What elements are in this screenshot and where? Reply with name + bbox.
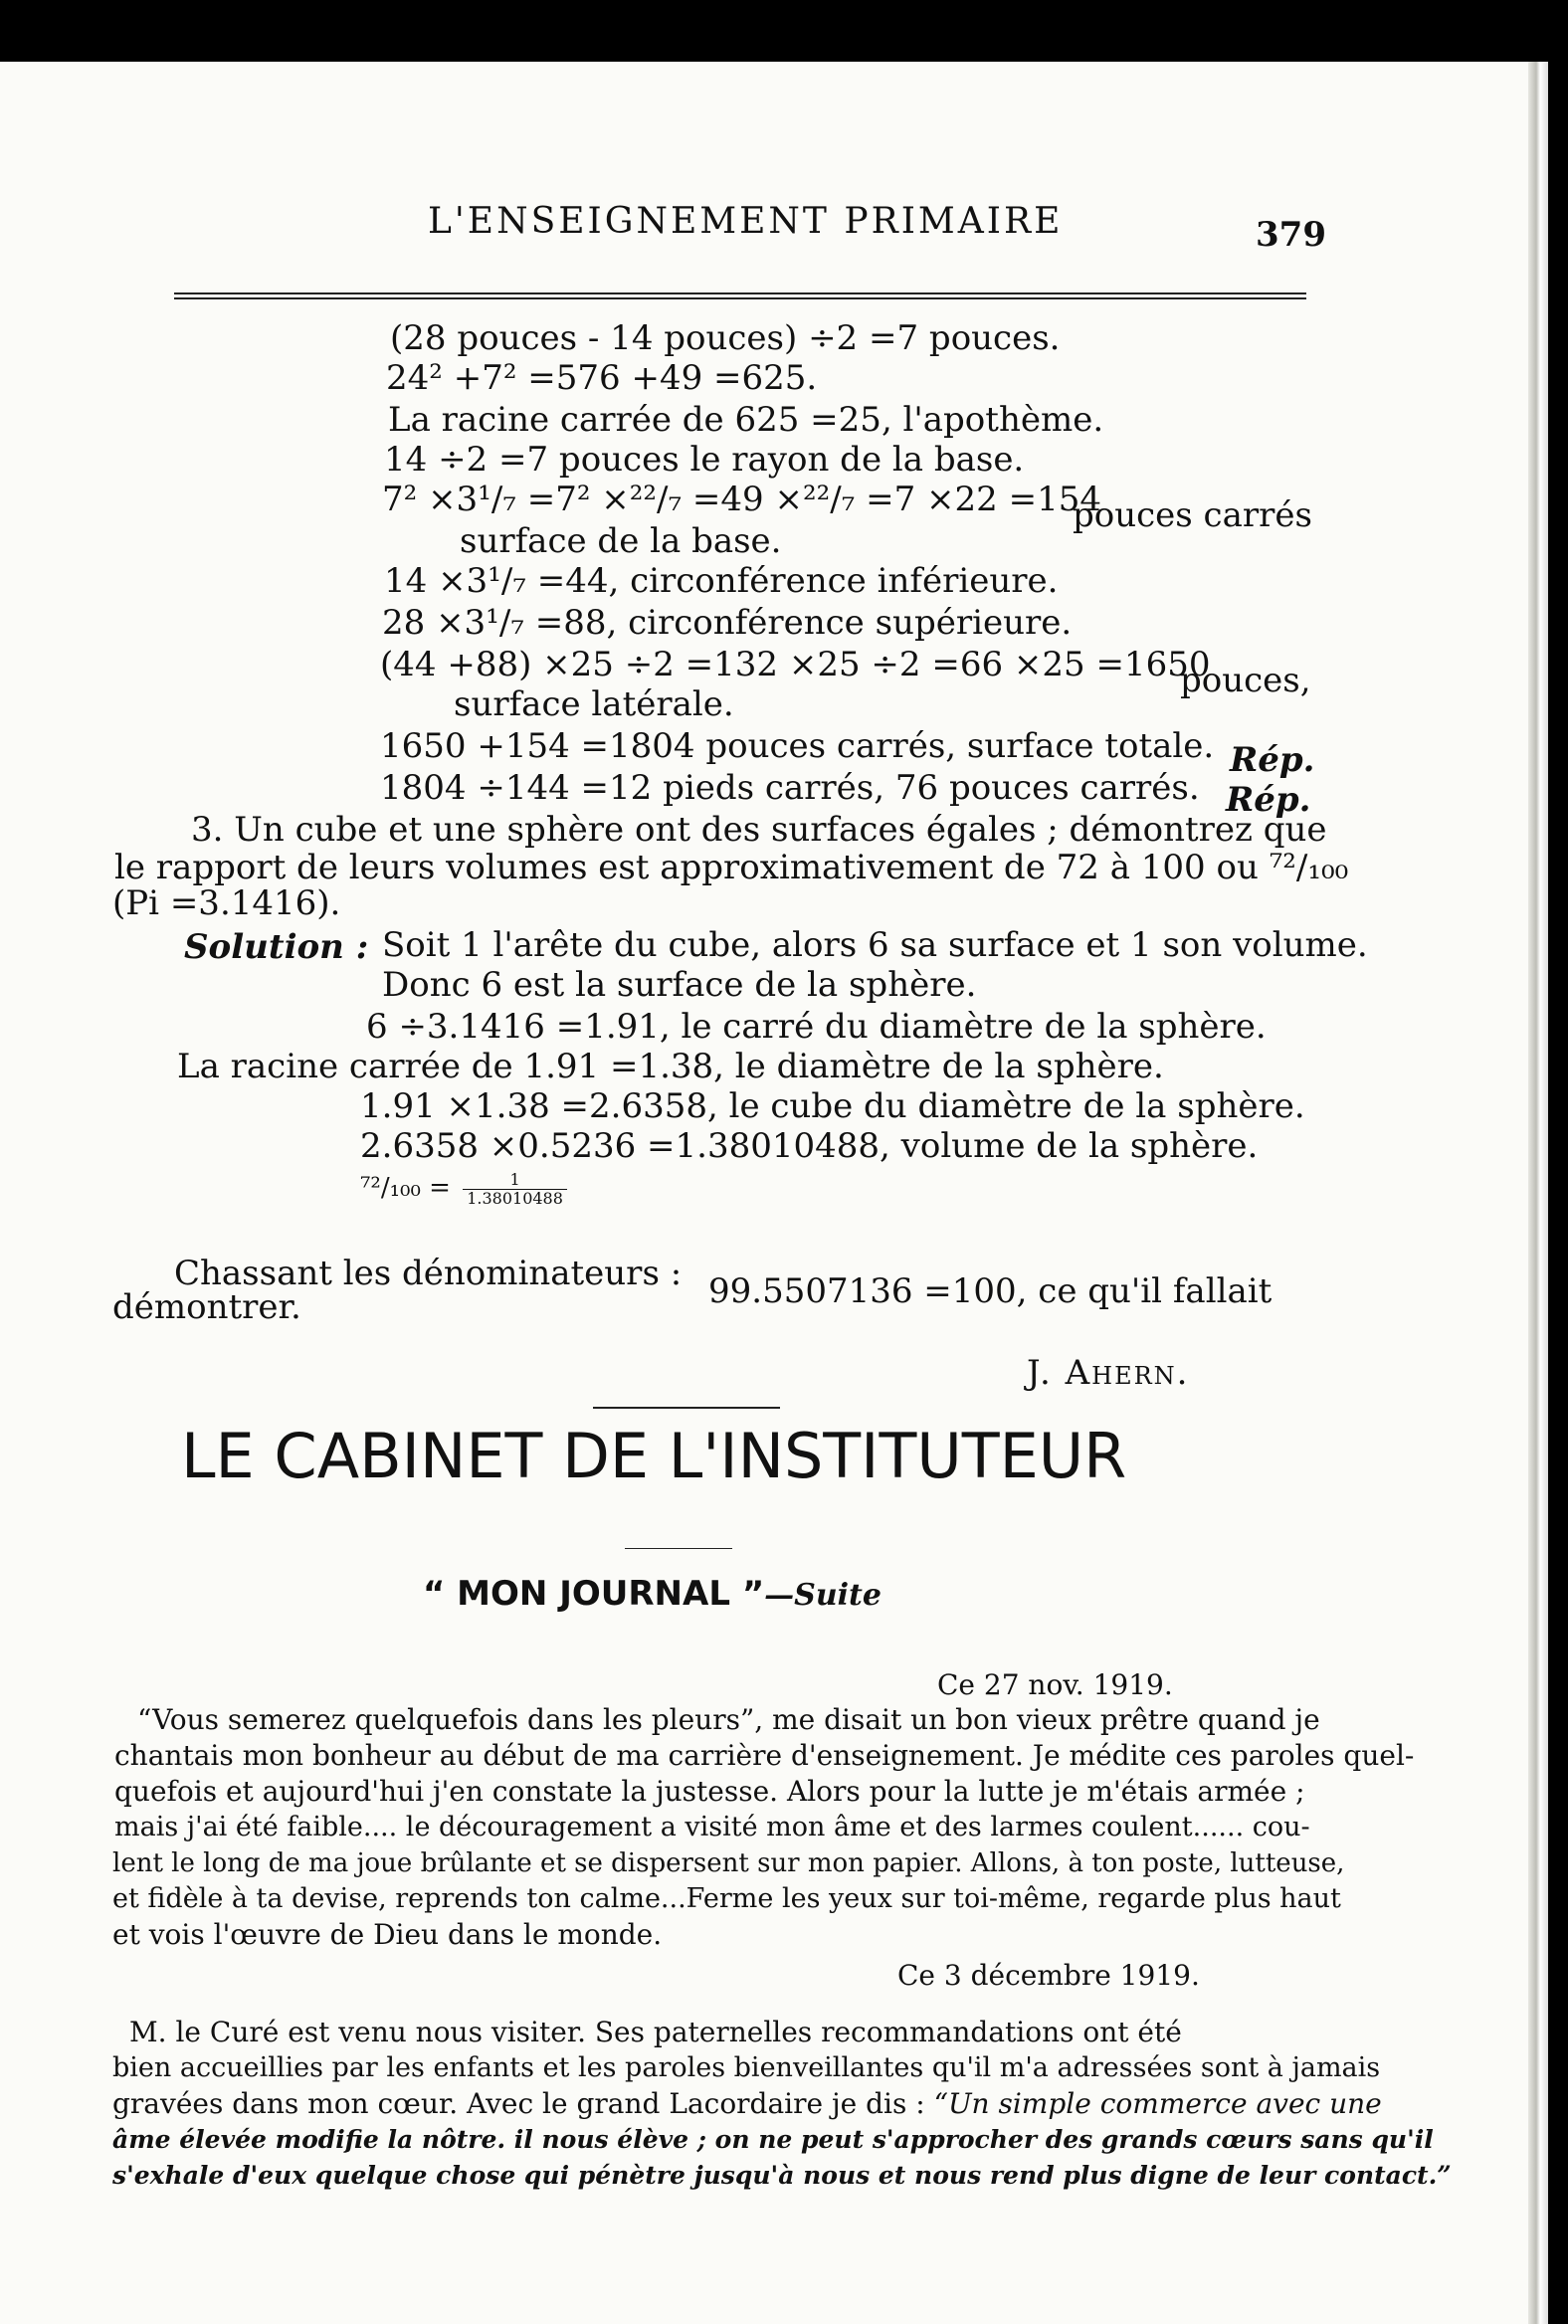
journal-line: lent le long de ma joue brûlante et se dispersent sur mon papier. Allons, à ton poste, lutteuse, (112, 1848, 1345, 1878)
math-line: 1804 ÷144 =12 pieds carrés, 76 pouces carrés. (380, 768, 1200, 808)
journal-subtitle (423, 1574, 882, 1614)
problem-text: le rapport de leurs volumes est approximativement de 72 à 100 ou ⁷²/₁₀₀ (114, 848, 1349, 887)
journal-date: Ce 27 nov. 1919. (937, 1668, 1173, 1701)
math-line: (28 pouces - 14 pouces) ÷2 =7 pouces. (390, 318, 1061, 358)
running-title: L'ENSEIGNEMENT PRIMAIRE (428, 201, 1064, 242)
page-number: 379 (1256, 215, 1326, 255)
journal-line: “Vous semerez quelquefois dans les pleurs”, me disait un bon vieux prêtre quand je (137, 1703, 1320, 1736)
journal-line: bien accueillies par les enfants et les paroles bienveillantes qu'il m'a adressées sont à jamais (112, 2052, 1381, 2083)
solution-label: Solution : (184, 927, 369, 967)
journal-text: gravées dans mon cœur. Avec le grand Lacordaire je dis : (112, 2087, 925, 2120)
header-rule-bottom (174, 297, 1306, 299)
problem-text: 3. Un cube et une sphère ont des surfaces égales ; démontrez que (191, 810, 1327, 850)
book-gutter (1528, 62, 1548, 2324)
solution-line: 1.91 ×1.38 =2.6358, le cube du diamètre de la sphère. (360, 1086, 1305, 1126)
journal-line: et vois l'œuvre de Dieu dans le monde. (112, 1918, 663, 1951)
quote-line: s'exhale d'eux quelque chose qui pénètre jusqu'à nous et nous rend plus digne de leur contact.” (112, 2161, 1452, 2190)
math-line: La racine carrée de 625 =25, l'apothème. (388, 400, 1104, 440)
journal-line: M. le Curé est venu nous visiter. Ses paternelles recommandations ont été (129, 2016, 1182, 2048)
math-line: pouces carrés (1073, 495, 1312, 535)
fraction (463, 1171, 567, 1208)
journal-line: et fidèle à ta devise, reprends ton calme...Ferme les yeux sur toi-même, regarde plus haut (112, 1883, 1341, 1914)
solution-line: Soit 1 l'arête du cube, alors 6 sa surface et 1 son volume. (382, 925, 1368, 965)
math-line: 28 ×3¹/₇ =88, circonférence supérieure. (382, 603, 1073, 643)
solution-line: Donc 6 est la surface de la sphère. (382, 965, 977, 1005)
math-line: surface latérale. (454, 684, 734, 724)
math-line: 24² +7² =576 +49 =625. (386, 358, 818, 398)
journal-line (112, 2085, 1382, 2123)
subtitle-suite: —Suite (764, 1578, 882, 1613)
section-title: LE CABINET DE L'INSTITUTEUR (181, 1420, 1127, 1492)
journal-line: chantais mon bonheur au début de ma carrière d'enseignement. Je médite ces paroles quel- (114, 1739, 1415, 1772)
math-line: 14 ÷2 =7 pouces le rayon de la base. (384, 440, 1025, 480)
quote-line: âme élevée modifie la nôtre. il nous élève ; on ne peut s'approcher des grands cœurs sans qu'il (112, 2125, 1434, 2154)
problem-text: (Pi =3.1416). (112, 883, 341, 923)
solution-line: 2.6358 ×0.5236 =1.38010488, volume de la sphère. (360, 1126, 1259, 1166)
fraction-equation (360, 1168, 567, 1208)
header-rule-top (174, 292, 1306, 294)
solution-line: Chassant les dénominateurs : (174, 1254, 683, 1293)
math-line: pouces, (1180, 661, 1311, 700)
fraction-lhs: ⁷²/₁₀₀ = (360, 1173, 451, 1203)
math-line: 7² ×3¹/₇ =7² ×²²/₇ =49 ×²²/₇ =7 ×22 =154 (382, 480, 1101, 519)
solution-line: 6 ÷3.1416 =1.91, le carré du diamètre de la sphère. (366, 1007, 1267, 1047)
solution-line: La racine carrée de 1.91 =1.38, le diamètre de la sphère. (177, 1047, 1164, 1086)
fraction-numerator: 1 (463, 1171, 567, 1190)
answer-label: Rép. (1230, 740, 1315, 780)
fraction-denominator: 1.38010488 (467, 1188, 563, 1208)
journal-line: mais j'ai été faible.... le découragement a visité mon âme et des larmes coulent...... cou- (114, 1812, 1310, 1842)
section-divider (593, 1407, 780, 1409)
title-divider (625, 1548, 732, 1549)
solution-line: 99.5507136 =100, ce qu'il fallait (708, 1271, 1273, 1311)
math-line: surface de la base. (460, 521, 782, 561)
answer-label: Rép. (1226, 780, 1311, 820)
subtitle-text: “ MON JOURNAL ” (423, 1574, 765, 1614)
journal-date: Ce 3 décembre 1919. (897, 1959, 1200, 1992)
math-line: 1650 +154 =1804 pouces carrés, surface totale. (380, 726, 1215, 766)
page (0, 62, 1548, 2324)
journal-line: quefois et aujourd'hui j'en constate la justesse. Alors pour la lutte je m'étais armée ; (114, 1775, 1305, 1808)
math-line: (44 +88) ×25 ÷2 =132 ×25 ÷2 =66 ×25 =1650 (380, 645, 1211, 684)
solution-line: démontrer. (112, 1287, 301, 1327)
quote-start: “Un simple commerce avec une (933, 2087, 1382, 2120)
math-line: 14 ×3¹/₇ =44, circonférence inférieure. (384, 561, 1059, 601)
author-signature: J. Ahern. (1027, 1353, 1190, 1393)
page-header (0, 201, 1548, 261)
